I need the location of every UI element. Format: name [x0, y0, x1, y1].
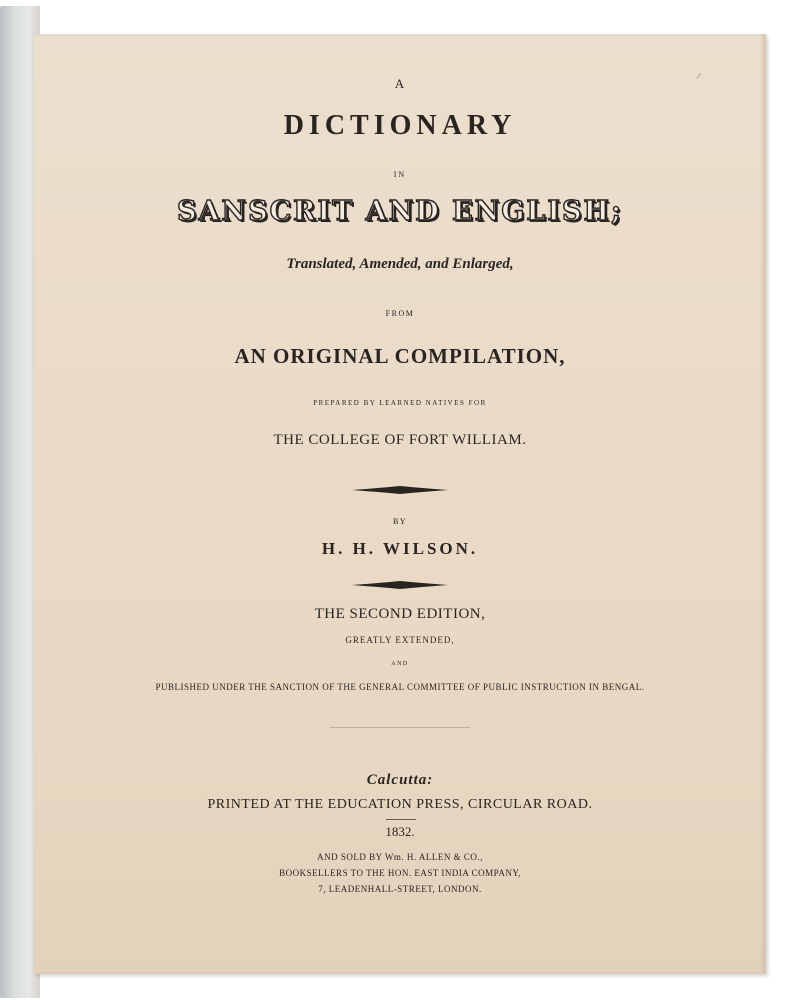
prepared-by: PREPARED BY LEARNED NATIVES FOR [313, 399, 487, 407]
college-name: THE COLLEGE OF FORT WILLIAM. [273, 432, 527, 448]
main-title: DICTIONARY [283, 110, 517, 141]
word-and: AND [391, 661, 409, 667]
word-in: IN [393, 170, 407, 179]
short-rule [386, 819, 416, 820]
publication-year: 1832. [385, 824, 415, 839]
pencil-mark: / [695, 70, 702, 83]
languages-title: SANSCRIT AND ENGLISH; [176, 196, 624, 227]
subtitle: Translated, Amended, and Enlarged, [286, 256, 514, 272]
faint-rule [330, 727, 470, 728]
article-a: A [394, 76, 406, 91]
word-from: FROM [385, 309, 415, 318]
word-by: BY [392, 517, 408, 526]
ornament-divider [34, 580, 766, 590]
greatly-extended: GREATLY EXTENDED, [345, 635, 455, 645]
address: 7, LEADENHALL-STREET, LONDON. [318, 884, 482, 894]
original-compilation: AN ORIGINAL COMPILATION, [234, 344, 566, 368]
sold-by: AND SOLD BY Wm. H. ALLEN & CO., [317, 852, 483, 862]
edition: THE SECOND EDITION, [314, 606, 486, 622]
ornament-divider [34, 485, 766, 495]
title-page [34, 34, 766, 974]
printer: PRINTED AT THE EDUCATION PRESS, CIRCULAR ROAD. [207, 797, 593, 812]
author-name: H. H. WILSON. [321, 539, 479, 558]
booksellers: BOOKSELLERS TO THE HON. EAST INDIA COMPANY, [279, 868, 521, 878]
publication-note: PUBLISHED UNDER THE SANCTION OF THE GENERAL COMMITTEE OF PUBLIC INSTRUCTION IN BENGAL. [155, 682, 645, 692]
place-of-printing: Calcutta: [366, 772, 434, 788]
